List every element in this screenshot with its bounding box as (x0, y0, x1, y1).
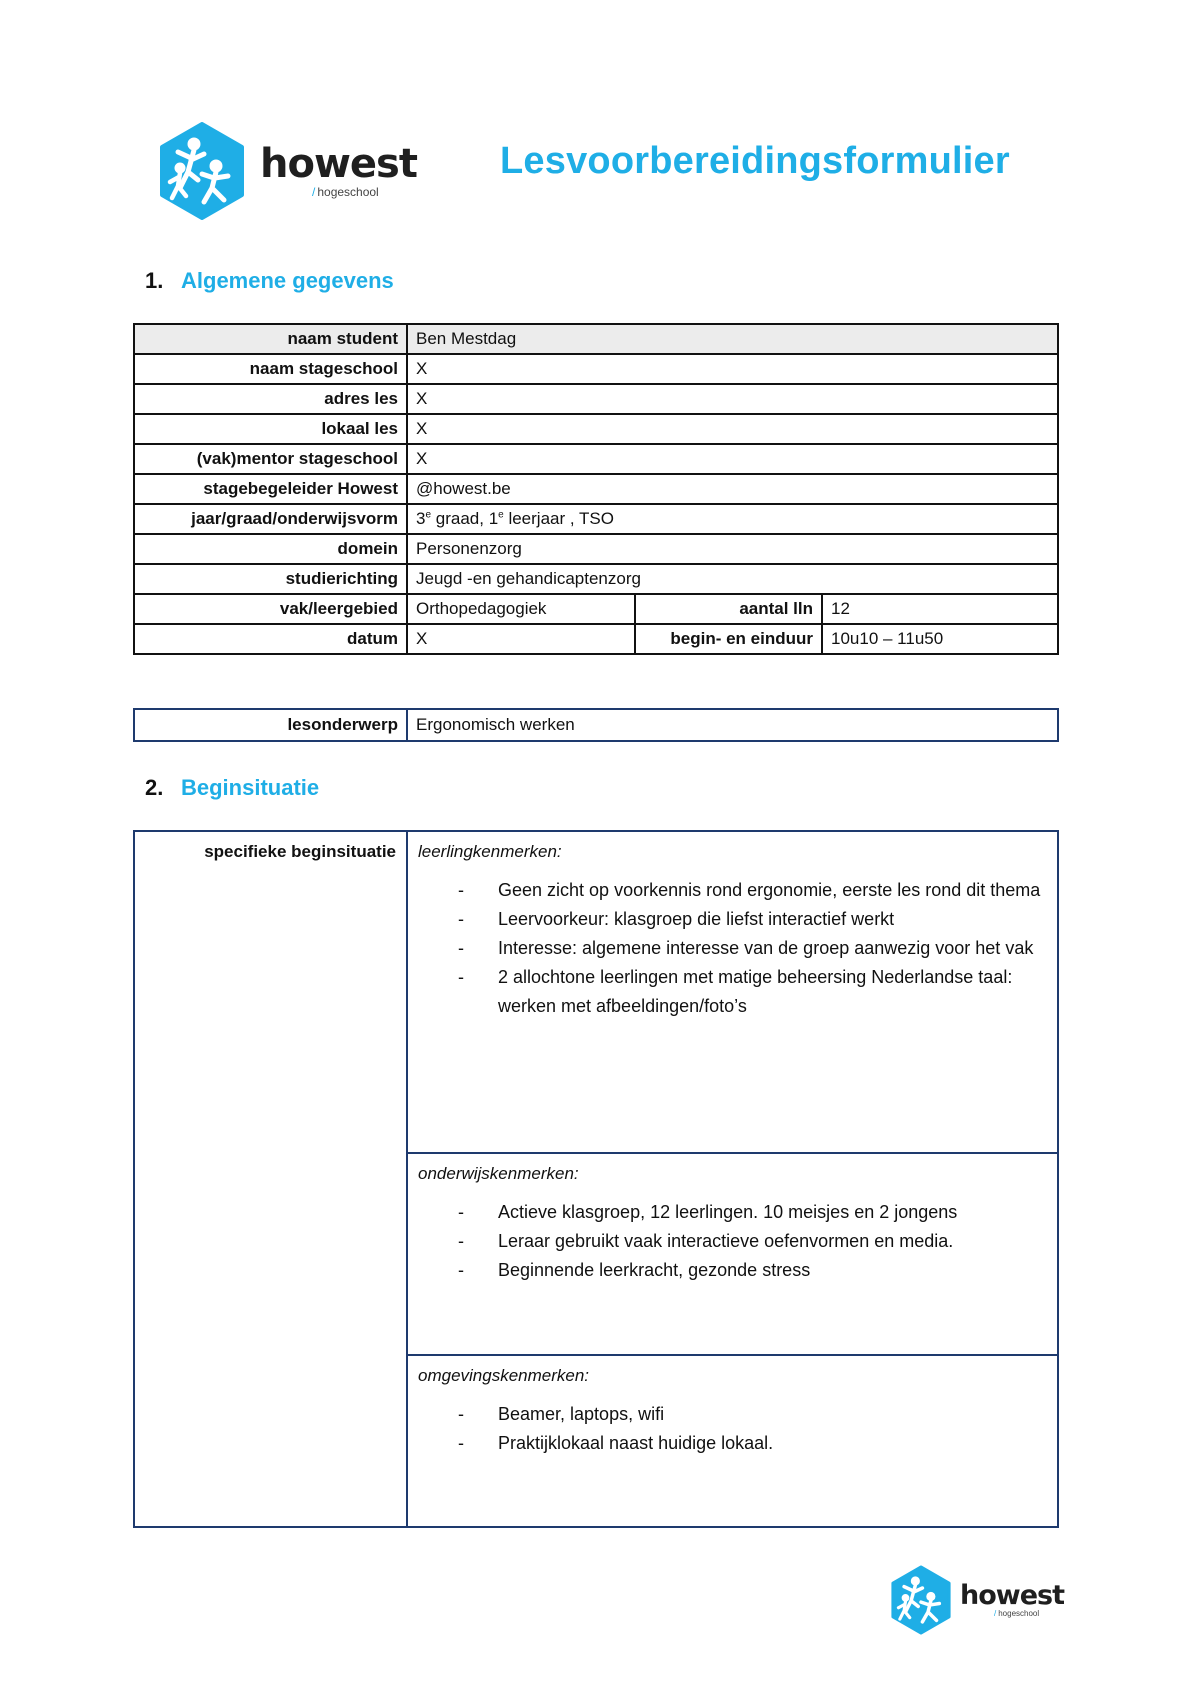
label-naam-student: naam student (134, 324, 407, 354)
section-2-title: Beginsituatie (181, 775, 320, 800)
value-domein: Personenzorg (407, 534, 1058, 564)
leerlingkenmerken-list (418, 876, 1047, 1021)
list-item: - Actieve klasgroep, 12 leerlingen. 10 meisjes en 2 jongens (458, 1198, 1047, 1227)
table-row (134, 624, 1058, 654)
onderwijskenmerken-list (418, 1198, 1047, 1285)
value-adres-les: X (407, 384, 1058, 414)
general-data-table (133, 323, 1059, 655)
omgevingskenmerken-list (418, 1400, 1047, 1458)
value-jaar (407, 504, 1058, 534)
value-studierichting: Jeugd -en gehandicaptenzorg (407, 564, 1058, 594)
list-item: - Leervoorkeur: klasgroep die liefst interactief werkt (458, 905, 1047, 934)
howest-logo-top (158, 122, 417, 220)
value-vak: Orthopedagogiek (407, 594, 635, 624)
leerlingkenmerken-heading: leerlingkenmerken: (418, 842, 562, 861)
table-row (134, 534, 1058, 564)
logo-sub-text: hogeschool (998, 1609, 1040, 1618)
label-duur: begin- en einduur (635, 624, 822, 654)
logo-word: howest (960, 1580, 1065, 1611)
howest-hexagon-icon (158, 122, 246, 220)
logo-subtitle (994, 1610, 1064, 1618)
cell-leerlingkenmerken (407, 831, 1058, 1153)
value-mentor: X (407, 444, 1058, 474)
cell-onderwijskenmerken (407, 1153, 1058, 1355)
table-row (134, 504, 1058, 534)
label-stagebegeleider: stagebegeleider Howest (134, 474, 407, 504)
value-aantal: 12 (822, 594, 1058, 624)
table-row (134, 474, 1058, 504)
logo-text (260, 141, 417, 199)
table-row (134, 594, 1058, 624)
label-mentor: (vak)mentor stageschool (134, 444, 407, 474)
logo-text (960, 1582, 1064, 1618)
label-vak: vak/leergebied (134, 594, 407, 624)
list-item: - 2 allochtone leerlingen met matige beheersing Nederlandse taal: werken met afbeeldingen/foto’s (458, 963, 1047, 1021)
value-datum: X (407, 624, 635, 654)
beginsituatie-table (133, 830, 1059, 1528)
table-row (134, 354, 1058, 384)
value-lokaal-les: X (407, 414, 1058, 444)
label-lesonderwerp: lesonderwerp (134, 709, 407, 741)
jaar-leerjaar-number: 1 (488, 509, 499, 528)
jaar-graad-text: graad, (431, 509, 489, 528)
list-item: - Praktijklokaal naast huidige lokaal. (458, 1429, 1047, 1458)
label-jaar: jaar/graad/onderwijsvorm (134, 504, 407, 534)
label-adres-les: adres les (134, 384, 407, 414)
logo-subtitle (312, 186, 417, 198)
list-item: - Beginnende leerkracht, gezonde stress (458, 1256, 1047, 1285)
label-datum: datum (134, 624, 407, 654)
logo-slash-icon: / (312, 185, 316, 199)
logo-slash-icon: / (994, 1609, 997, 1618)
jaar-graad-sup: e (425, 509, 432, 521)
jaar-graad-number: 3 (416, 509, 426, 528)
value-naam-student: Ben Mestdag (407, 324, 1058, 354)
label-naam-stageschool: naam stageschool (134, 354, 407, 384)
value-naam-stageschool: X (407, 354, 1058, 384)
list-item: - Geen zicht op voorkennis rond ergonomie, eerste les rond dit thema (458, 876, 1047, 905)
table-row (134, 324, 1058, 354)
onderwijskenmerken-heading: onderwijskenmerken: (418, 1164, 579, 1183)
section-2-heading (145, 775, 319, 801)
table-row (134, 384, 1058, 414)
label-domein: domein (134, 534, 407, 564)
table-row (134, 831, 1058, 1153)
jaar-leerjaar-text: leerjaar , TSO (503, 509, 614, 528)
label-lokaal-les: lokaal les (134, 414, 407, 444)
value-stagebegeleider: @howest.be (407, 474, 1058, 504)
table-row (134, 564, 1058, 594)
section-1-heading (145, 268, 394, 294)
table-row (134, 414, 1058, 444)
lesonderwerp-table (133, 708, 1059, 742)
page-title: Lesvoorbereidingsformulier (500, 140, 1010, 182)
list-item: - Leraar gebruikt vaak interactieve oefenvormen en media. (458, 1227, 1047, 1256)
value-duur: 10u10 – 11u50 (822, 624, 1058, 654)
logo-sub-text: hogeschool (317, 185, 379, 199)
howest-logo-footer (890, 1565, 1064, 1635)
table-row (134, 709, 1058, 741)
list-item: - Interesse: algemene interesse van de groep aanwezig voor het vak (458, 934, 1047, 963)
howest-hexagon-icon (890, 1565, 952, 1635)
section-1-number: 1. (145, 268, 164, 293)
label-beginsituatie: specifieke beginsituatie (134, 831, 407, 1527)
cell-omgevingskenmerken (407, 1355, 1058, 1527)
section-2-number: 2. (145, 775, 164, 800)
label-aantal: aantal lln (635, 594, 822, 624)
label-studierichting: studierichting (134, 564, 407, 594)
table-row (134, 444, 1058, 474)
value-lesonderwerp: Ergonomisch werken (407, 709, 1058, 741)
section-1-title: Algemene gegevens (181, 268, 394, 293)
list-item: - Beamer, laptops, wifi (458, 1400, 1047, 1429)
logo-word: howest (260, 141, 417, 187)
omgevingskenmerken-heading: omgevingskenmerken: (418, 1366, 590, 1385)
jaar-leerjaar-sup: e (498, 509, 504, 521)
